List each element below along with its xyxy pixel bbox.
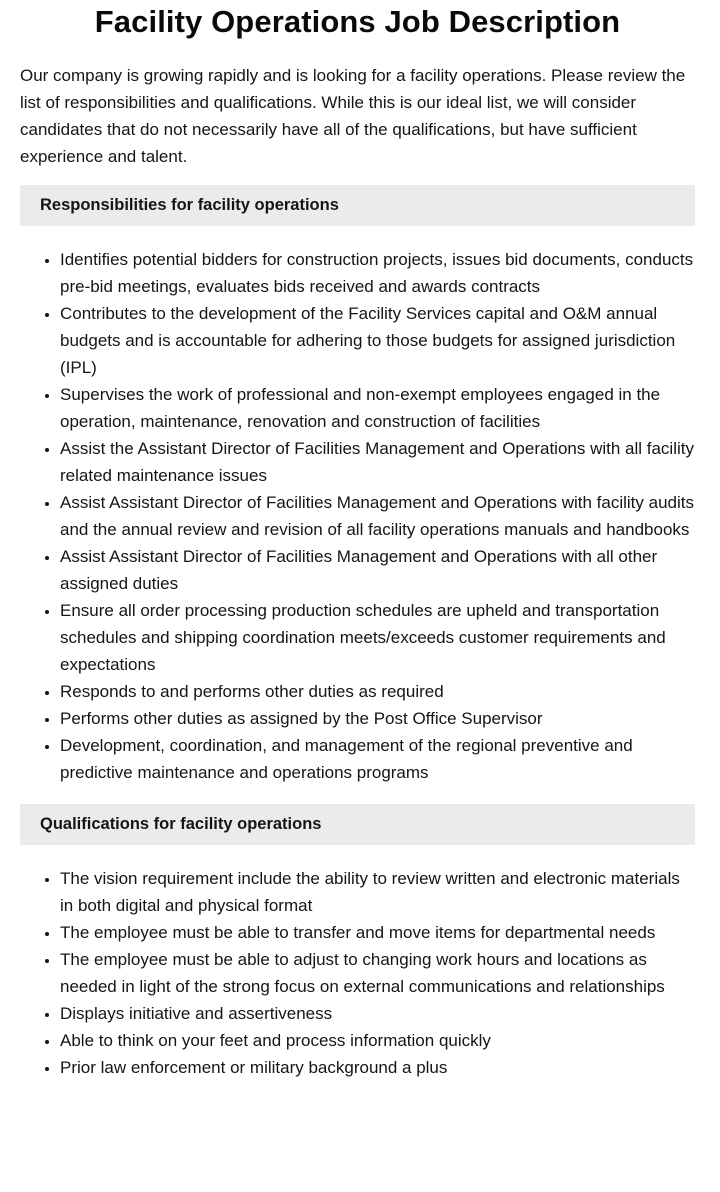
list-item: • Prior law enforcement or military background a plus	[60, 1054, 695, 1081]
list-item: • Contributes to the development of the Facility Services capital and O&M annual budgets and is accountable for adhering to those budgets for assigned jurisdiction (IPL)	[60, 300, 695, 381]
list-item: • Assist Assistant Director of Facilities Management and Operations with facility audits and the annual review and revision of all facility operations manuals and handbooks	[60, 489, 695, 543]
responsibilities-list	[20, 246, 695, 786]
list-item: • Performs other duties as assigned by the Post Office Supervisor	[60, 705, 695, 732]
list-item: • Ensure all order processing production schedules are upheld and transportation schedules and shipping coordination meets/exceeds customer requirements and expectations	[60, 597, 695, 678]
list-item: • Responds to and performs other duties as required	[60, 678, 695, 705]
list-item: • Assist Assistant Director of Facilities Management and Operations with all other assigned duties	[60, 543, 695, 597]
list-item: • The employee must be able to adjust to changing work hours and locations as needed in light of the strong focus on external communications and relationships	[60, 946, 695, 1000]
qualifications-heading: Qualifications for facility operations	[20, 804, 695, 845]
list-item: • Assist the Assistant Director of Facilities Management and Operations with all facility related maintenance issues	[60, 435, 695, 489]
responsibilities-heading: Responsibilities for facility operations	[20, 185, 695, 226]
intro-paragraph: Our company is growing rapidly and is looking for a facility operations. Please review the list of responsibilities and qualifications. While this is our ideal list, we will consider candidates that do not necessarily have all of the qualifications, but have sufficient experience and talent.	[20, 66, 686, 166]
list-item: • The vision requirement include the ability to review written and electronic materials in both digital and physical format	[60, 865, 695, 919]
list-item: • Able to think on your feet and process information quickly	[60, 1027, 695, 1054]
list-item: • The employee must be able to transfer and move items for departmental needs	[60, 919, 695, 946]
list-item: • Displays initiative and assertiveness	[60, 1000, 695, 1027]
qualifications-list	[20, 865, 695, 1081]
page-title: Facility Operations Job Description	[94, 4, 621, 39]
list-item: • Development, coordination, and management of the regional preventive and predictive maintenance and operations programs	[60, 732, 695, 786]
list-item: • Supervises the work of professional and non-exempt employees engaged in the operation, maintenance, renovation and construction of facilities	[60, 381, 695, 435]
list-item: • Identifies potential bidders for construction projects, issues bid documents, conducts pre-bid meetings, evaluates bids received and awards contracts	[60, 246, 695, 300]
